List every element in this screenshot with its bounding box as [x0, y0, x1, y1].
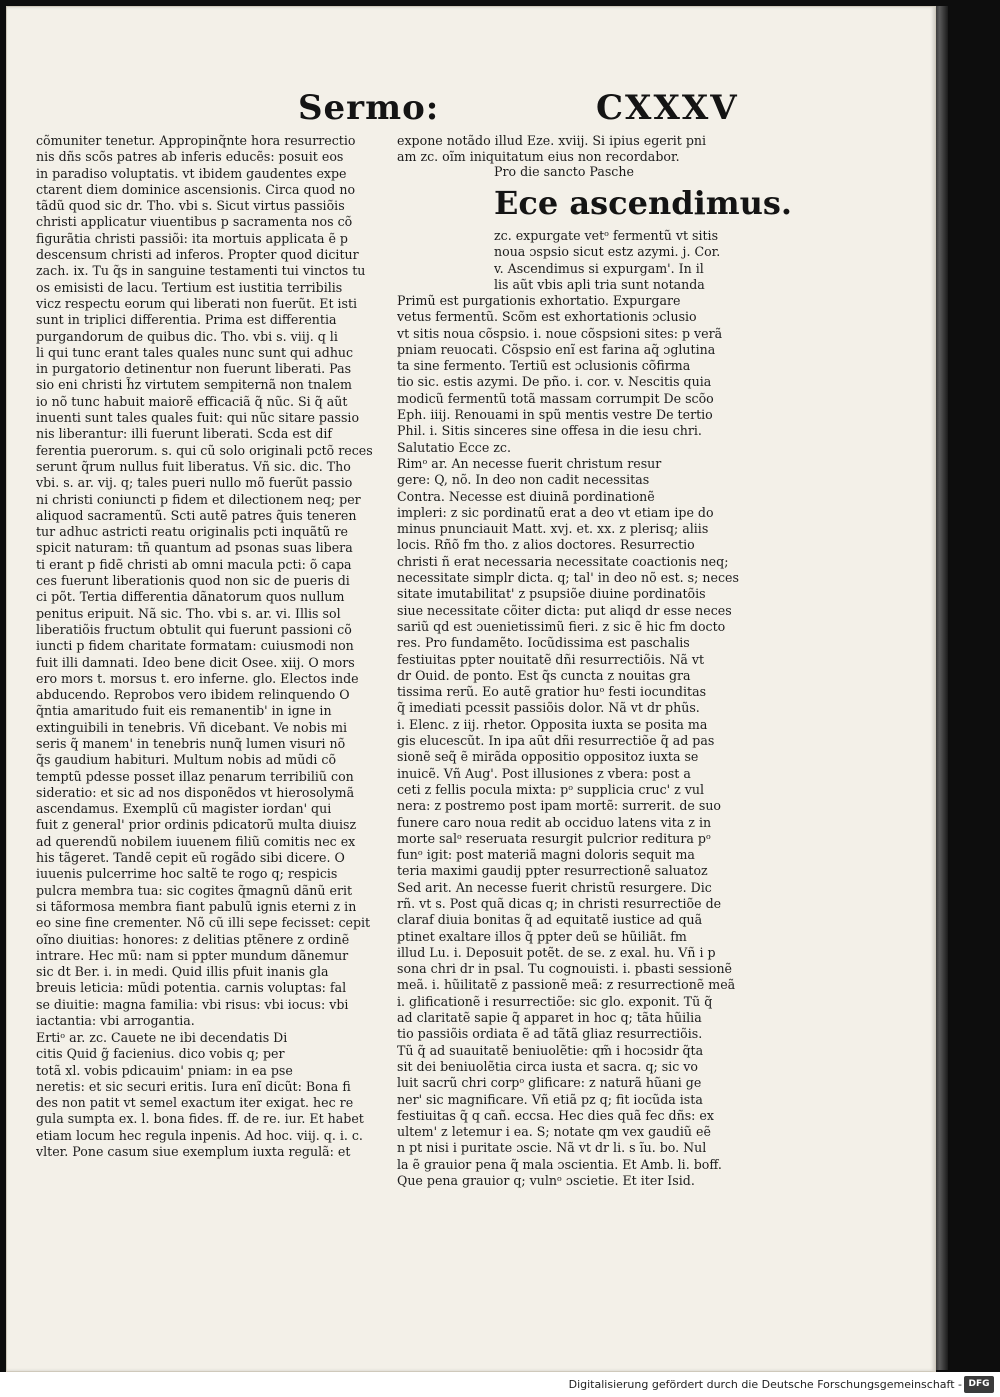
left-column	[36, 133, 374, 1029]
text-line: citis Quid g̃ facienius. dico vobis q; per	[36, 1046, 285, 1062]
text-line: sio eni christi h̃z virtutem sempiternã non tnalem	[36, 377, 352, 393]
text-line: vetus fermentũ. Scõm est exhortationis ɔclusio	[397, 309, 697, 325]
text-line: n pt nisi i puritate ɔscie. Nã vt dr li. s ĩu. bo. Nul	[397, 1140, 707, 1156]
text-line: ad querendũ nobilem iuuenem filiũ comitis nec ex	[36, 833, 356, 849]
text-line: vlter. Pone casum siue exemplum iuxta regulã: et	[36, 1144, 351, 1160]
text-line: oĩno diuitias: honores: z delitias ptẽnere z ordinẽ	[36, 931, 350, 947]
text-line: in paradiso voluptatis. vt ibidem gaudentes expe	[36, 165, 347, 181]
text-line: rñ. vt s. Post quã dicas q; in christi resurrectiõe de	[397, 895, 722, 911]
text-line: v. Ascendimus si expurgam'. In il	[494, 260, 704, 276]
text-line: vbi. s. ar. vij. q; tales pueri nullo mõ fuerũt passio	[36, 475, 353, 491]
text-line: sunt in triplici differentia. Prima est differentia	[36, 312, 337, 328]
text-line: li qui tunc erant tales quales nunc sunt qui adhuc	[36, 344, 354, 360]
text-line: intrare. Hec mũ: nam si ppter mundum dãnemur	[36, 947, 349, 963]
text-line: gula sumpta ex. l. bona fides. ff. de re. iur. Et habet	[36, 1111, 364, 1127]
text-line: liberatiõis fructum obtulit qui fuerunt passioni cõ	[36, 621, 352, 637]
text-line: ni christi coniuncti p fidem et dilectionem neq; per	[36, 491, 361, 507]
text-line: figurãtia christi passiõi: ita mortuis applicata ẽ p	[36, 230, 348, 246]
text-line: totã xl. vobis pdicauim' pniam: in ea pse	[36, 1062, 293, 1078]
footer	[0, 1374, 1000, 1397]
text-line: ultem' z letemur i ea. S; notate qm vex gaudiũ eẽ	[397, 1124, 711, 1140]
text-line: vt sitis noua cõspsio. i. noue cõspsioni sites: p verã	[397, 325, 723, 341]
text-line: funᵒ igit: post materiã magni doloris sequit ma	[397, 847, 695, 863]
text-line: ctarent diem dominice ascensionis. Circa quod no	[36, 181, 356, 197]
text-line: necessitate simplr dicta. q; tal' in deo nõ est. s; neces	[397, 570, 739, 586]
text-line: la ẽ grauior pena q̃ mala ɔscientia. Et Amb. li. boff.	[397, 1156, 722, 1172]
text-line: Tũ q̃ ad suauitatẽ beniuolẽtie: qm̃ i hocɔsidr q̃ta	[397, 1042, 704, 1058]
text-line: des non patit vt semel exactum iter exigat. hec re	[36, 1095, 354, 1111]
text-line: gere: Q, nõ. In deo non cadit necessitas	[397, 472, 650, 488]
text-line: am zc. oĩm iniquitatum eius non recordabor.	[397, 149, 680, 165]
text-line: spicit naturam: tñ quantum ad psonas suas libera	[36, 540, 353, 556]
text-line: sona chri dr in psal. Tu cognouisti. i. pbasti sessionẽ	[397, 961, 733, 977]
text-line: ci põt. Tertia differentia dãnatorum quos nullum	[36, 589, 345, 605]
text-line: gis elucescũt. In ipa aũt dñi resurrectiõe q̃ ad pas	[397, 733, 715, 749]
text-line: festiuitas ppter nouitatẽ dñi resurrectiõis. Nã vt	[397, 651, 705, 667]
text-line: ad claritatẽ sapie q̃ apparet in hoc q; tãta hũilia	[397, 1010, 702, 1026]
text-line: neretis: et sic securi eritis. Iura enĩ dicũt: Bona fi	[36, 1078, 351, 1094]
text-line: zc. expurgate vetᵒ fermentũ vt sitis	[494, 228, 719, 243]
text-line: claraf diuia bonitas q̃ ad equitatẽ iustice ad quã	[397, 912, 703, 928]
text-line: funere caro noua redit ab occiduo latens vita z in	[397, 814, 712, 830]
text-line: q̃ntia amaritudo fuit eis remanentib' in igne in	[36, 703, 332, 719]
pre-title-text: Pro die sancto Pasche	[494, 164, 634, 179]
text-line: sionẽ seq̃ ẽ mirãda oppositio oppositoz iuxta se	[397, 749, 699, 765]
text-line: tio sic. estis azymi. De pño. i. cor. v. Nescitis quia	[397, 374, 712, 390]
text-line: eo sine fine crementer. Nõ cũ illi sepe fecisset: cepit	[36, 915, 371, 931]
text-line: ner' sic magnificare. Vñ etiã pz q; fit iocũda ista	[397, 1091, 703, 1107]
text-line: etiam locum hec regula inpenis. Ad hoc. viij. q. i. c.	[36, 1127, 363, 1143]
folio-number: CXXXV	[596, 88, 739, 128]
text-line: dr Ouid. de ponto. Est q̃s cuncta z nouitas gra	[397, 667, 691, 683]
text-line: sit dei beniuolẽtia circa iusta et sacra. q; sic vo	[397, 1058, 698, 1074]
left-column-part2	[36, 1030, 374, 1160]
text-line: fuit z general' prior ordinis pdicatorũ multa diuisz	[36, 817, 357, 833]
text-line: expone notãdo illud Eze. xviij. Si ipius egerit pni	[397, 133, 707, 148]
text-line: his tãgeret. Tandẽ cepit eũ rogãdo sibi dicere. O	[36, 850, 345, 866]
text-line: noua ɔspsio sicut estz azymi. j. Cor.	[494, 244, 721, 260]
text-line: i. glificationẽ i resurrectiõe: sic glo. exponit. Tũ q̃	[397, 993, 713, 1009]
text-line: teria maximi gaudij ppter resurrectionẽ saluatoz	[397, 863, 708, 879]
text-line: sideratio: et sic ad nos disponẽdos vt hierosolymã	[36, 784, 355, 800]
text-line: penitus eripuit. Nã sic. Tho. vbi s. ar. vi. Illis sol	[36, 605, 341, 621]
text-line: q̃ imediati pcessit passiõis dolor. Nã vt dr phũs.	[397, 700, 700, 716]
text-line: cõmuniter tenetur. Appropinq̃nte hora resurrectio	[36, 133, 356, 148]
text-line: siue necessitate cõiter dicta: put aliqd dr esse neces	[397, 602, 732, 618]
text-line: tur adhuc astricti reatu originalis pcti inquãtũ re	[36, 524, 348, 540]
text-line: lis aũt vbis apli tria sunt notanda	[494, 276, 705, 292]
text-line: vicz respectu eorum qui liberati non fuerũt. Et isti	[36, 295, 358, 311]
text-line: Eph. iiij. Renouami in spũ mentis vestre De tertio	[397, 407, 713, 423]
text-line: ferentia puerorum. s. qui cũ solo originali pctõ reces	[36, 442, 373, 458]
right-column-narrow	[494, 228, 744, 293]
text-line: inuenti sunt tales quales fuit: qui nũc sitare passio	[36, 410, 360, 426]
text-line: io nõ tunc habuit maiorẽ efficaciã q̃ nũc. Si q̃ aũt	[36, 393, 348, 409]
text-line: minus pnunciauit Matt. xvj. et. xx. z plerisq; aliis	[397, 521, 709, 537]
text-line: meã. i. hũilitatẽ z passionẽ meã: z resurrectionẽ meã	[397, 977, 736, 993]
text-line: illud Lu. i. Deposuit potẽt. de se. z exal. hu. Vñ i p	[397, 944, 716, 960]
right-column-top	[397, 133, 739, 166]
text-line: Phil. i. Sitis sinceres sine offesa in die iesu chri.	[397, 423, 702, 439]
text-line: christi ñ erat necessaria necessitate coactionis neq;	[397, 553, 729, 569]
text-line: seris q̃ manem' in tenebris nunq̃ lumen visuri nõ	[36, 735, 346, 751]
text-line: Primũ est purgationis exhortatio. Expurgare	[397, 293, 681, 308]
text-line: christi applicatur viuentibus p sacramenta nos cõ	[36, 214, 353, 230]
text-line: nis dñs scõs patres ab inferis educẽs: posuit eos	[36, 149, 344, 165]
text-line: iuncti p fidem charitate formatam: cuiusmodi non	[36, 638, 354, 654]
text-line: ti erant p fidẽ christi ab omni macula pcti: õ capa	[36, 556, 352, 572]
text-line: ptinet exaltare illos q̃ ppter deũ se hũiliãt. fm	[397, 928, 687, 944]
text-line: inuicẽ. Vñ Aug'. Post illusiones z vbera: post a	[397, 765, 691, 781]
text-line: pniam reuocati. Cõspsio enĩ est farina aq̃ ɔglutina	[397, 341, 716, 357]
text-line: Rimᵒ ar. An necesse fuerit christum resur	[397, 455, 662, 471]
text-line: Contra. Necesse est diuinã pordinationẽ	[397, 488, 655, 504]
text-line: ces fuerunt liberationis quod non sic de pueris di	[36, 573, 350, 589]
dfg-logo: DFG	[964, 1376, 994, 1393]
text-line: si tãformosa membra fiant pabulũ ignis eterni z in	[36, 898, 357, 914]
sermon-title: Ece ascendimus.	[494, 184, 793, 222]
text-line: morte salᵒ reseruata resurgit pulcrior reditura pᵒ	[397, 830, 711, 846]
footer-credit: Digitalisierung gefördert durch die Deutsche Forschungsgemeinschaft -	[568, 1378, 962, 1391]
text-line: iuuenis pulcerrime hoc saltẽ te rogo q; respicis	[36, 866, 338, 882]
text-line: fuit illi damnati. Ideo bene dicit Osee. xiij. O mors	[36, 654, 355, 670]
book-edge	[934, 6, 948, 1370]
text-line: in purgatorio detinentur non fuerunt liberati. Pas	[36, 361, 352, 377]
text-line: serunt q̃rum nullus fuit liberatus. Vñ sic. dic. Tho	[36, 458, 351, 474]
text-line: Que pena grauior q; vulnᵒ ɔscietie. Et iter Isid.	[397, 1173, 695, 1189]
pre-title	[494, 164, 744, 180]
text-line: luit sacrũ chri corpᵒ glificare: z naturã hũani ge	[397, 1075, 702, 1091]
text-line: nera: z postremo post ipam mortẽ: surrerit. de suo	[397, 798, 722, 814]
text-line: extinguibili in tenebris. Vñ dicebant. Ve nobis mi	[36, 719, 348, 735]
text-line: Sed arit. An necesse fuerit christũ resurgere. Dic	[397, 879, 712, 895]
text-line: Salutatio Ecce zc.	[397, 439, 511, 455]
text-line: se diuitie: magna familia: vbi risus: vbi iocus: vbi	[36, 996, 349, 1012]
text-line: ceti z fellis pocula mixta: pᵒ supplicia cruc' z vul	[397, 781, 704, 797]
text-line: purgandorum de quibus dic. Tho. vbi s. viij. q li	[36, 328, 338, 344]
text-line: zach. ix. Tu q̃s in sanguine testamenti tui vinctos tu	[36, 263, 366, 279]
text-line: pulcra membra tua: sic cogites q̃magnũ dãnũ erit	[36, 882, 353, 898]
text-line: breuis leticia: mũdi potentia. carnis voluptas: fal	[36, 980, 347, 996]
text-line: modicũ fermentũ totã massam corrumpit De scõo	[397, 390, 714, 406]
text-line: iactantia: vbi arrogantia.	[36, 1013, 195, 1029]
text-line: locis. Rñõ fm tho. z alios doctores. Resurrectio	[397, 537, 695, 553]
text-line: sic dt Ber. i. in medi. Quid illis pfuit inanis gla	[36, 964, 329, 980]
text-line: os emisisti de lacu. Tertium est iustitia terribilis	[36, 279, 343, 295]
text-line: aliquod sacramentũ. Scti autẽ patres q̃uis teneren	[36, 507, 357, 523]
text-line: q̃s gaudium habituri. Multum nobis ad mũdi cõ	[36, 752, 337, 768]
text-line: tãdũ quod sic dr. Tho. vbi s. Sicut virtus passiõis	[36, 198, 345, 214]
text-line: ascendamus. Exemplũ cũ magister iordan' qui	[36, 801, 332, 817]
text-line: abducendo. Reprobos vero ibidem relinquendo O	[36, 687, 350, 703]
text-line: tissima rerũ. Eo autẽ gratior huᵒ festi iocunditas	[397, 684, 707, 700]
text-line: res. Pro fundamẽto. Iocũdissima est paschalis	[397, 635, 690, 651]
text-line: impleri: z sic pordinatũ erat a deo vt etiam ipe do	[397, 504, 714, 520]
text-line: nis liberantur: illi fuerunt liberati. Scda est dif	[36, 426, 333, 442]
text-line: sariũ qd est ɔuenietissimũ fieri. z sic ẽ hic fm docto	[397, 618, 726, 634]
text-line: ta sine fermento. Tertiũ est ɔclusionis cõfirma	[397, 358, 691, 374]
text-line: descensum christi ad inferos. Propter quod dicitur	[36, 247, 359, 263]
text-line: sitate imutabilitat' z psupsiõe diuine pordinatõis	[397, 586, 706, 602]
text-line: festiuitas q̃ q cañ. eccsa. Hec dies quã fec dñs: ex	[397, 1107, 714, 1123]
text-line: i. Elenc. z iij. rhetor. Opposita iuxta se posita ma	[397, 716, 708, 732]
text-line: tio passiõis ordiata ẽ ad tãtã gliaz resurrectiõis.	[397, 1026, 703, 1042]
text-line: Ertiᵒ ar. zc. Cauete ne ibi decendatis Di	[36, 1030, 288, 1045]
running-header: Sermo:	[298, 88, 440, 128]
right-column-body	[397, 293, 739, 1189]
text-line: ero mors t. morsus t. ero inferne. glo. Electos inde	[36, 670, 359, 686]
text-line: temptũ pdesse posset illaz penarum terribiliũ con	[36, 768, 354, 784]
